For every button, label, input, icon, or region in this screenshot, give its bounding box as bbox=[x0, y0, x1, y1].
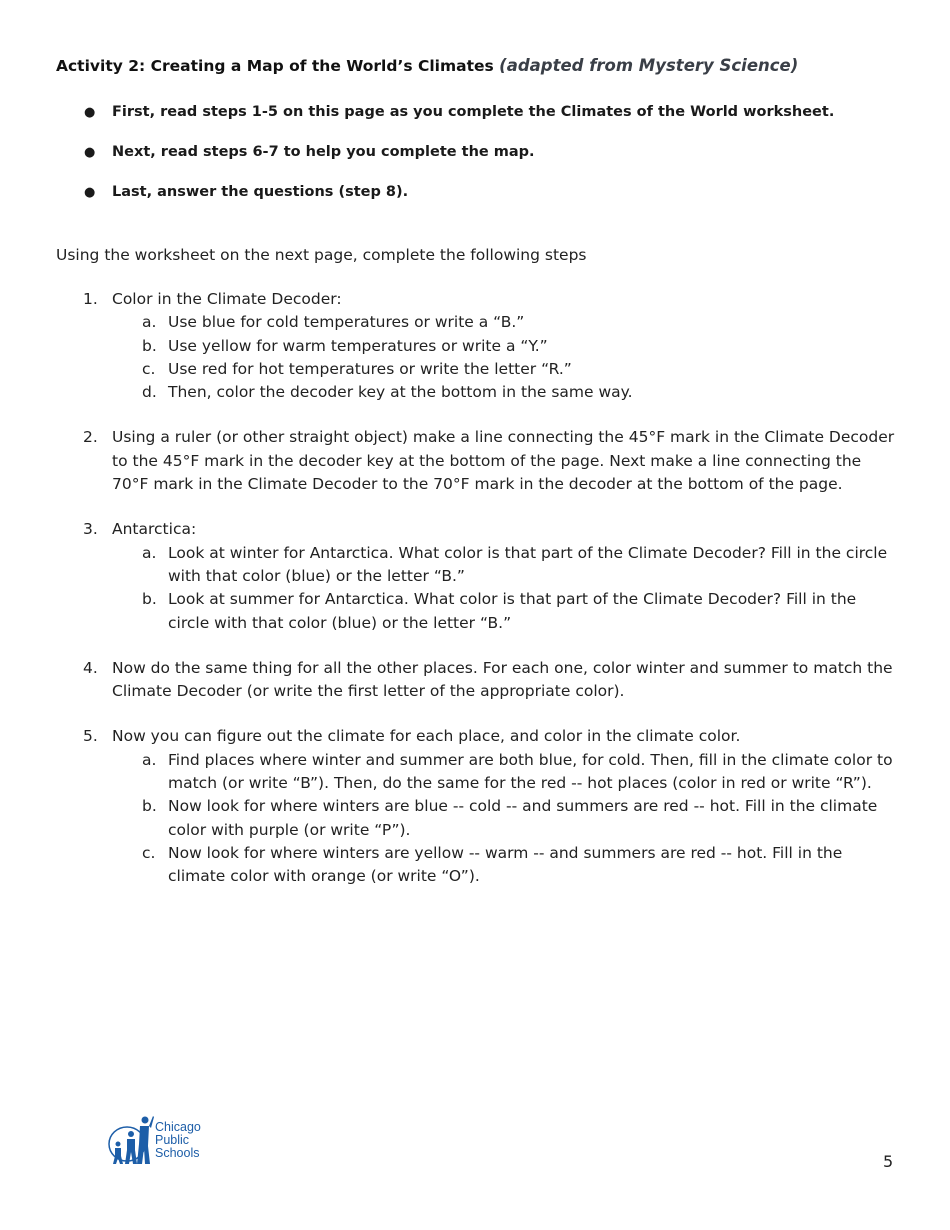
chicago-public-schools-logo bbox=[107, 1112, 227, 1166]
bullet-item: ● Last, answer the questions (step 8). bbox=[84, 184, 409, 200]
steps-list bbox=[56, 288, 901, 911]
step-text: Antarctica: bbox=[112, 520, 197, 539]
sub-step-item: a. Use blue for cold temperatures or write a “B.” bbox=[142, 313, 525, 332]
step-text: Now do the same thing for all the other places. For each one, color winter and summer to match the Climate Decoder (or write the first letter of the appropriate color). bbox=[112, 658, 893, 701]
sub-step-item: b. Look at summer for Antarctica. What color is that part of the Climate Decoder? Fill in the circle with that color (blue) or the letter “B.” bbox=[142, 590, 857, 632]
step-item bbox=[56, 725, 901, 888]
bullet-item: ● Next, read steps 6-7 to help you complete the map. bbox=[84, 144, 535, 160]
bullet-dot-icon: ● bbox=[84, 185, 96, 200]
step-text: Now you can figure out the climate for each place, and color in the climate color. bbox=[112, 727, 741, 746]
intro-text: Using the worksheet on the next page, complete the following steps bbox=[56, 246, 587, 264]
activity-title bbox=[56, 56, 798, 75]
bullet-item: ● First, read steps 1-5 on this page as you complete the Climates of the World worksheet. bbox=[84, 104, 835, 120]
activity-subtitle: (adapted from Mystery Science) bbox=[499, 56, 799, 75]
page-number: 5 bbox=[883, 1152, 894, 1171]
step-text: Using a ruler (or other straight object) make a line connecting the 45°F mark in the Climate Decoder to the 45°F mark in the decoder key at the bottom of the page. Next make a line connecting the 70°F mark in the Climate Decoder to the 70°F mark in the decoder at the bottom of the page. bbox=[112, 428, 895, 494]
step-item bbox=[56, 518, 901, 634]
step-item bbox=[56, 288, 901, 404]
sub-step-item: a. Look at winter for Antarctica. What color is that part of the Climate Decoder? Fill in the circle with that color (blue) or the letter “B.” bbox=[142, 543, 888, 585]
sub-step-item: c. Now look for where winters are yellow -- warm -- and summers are red -- hot. Fill in the climate color with orange (or write “O”). bbox=[142, 843, 843, 886]
sub-steps bbox=[112, 311, 901, 404]
step-number: 1. bbox=[83, 290, 98, 308]
step-item bbox=[56, 657, 901, 704]
sub-steps bbox=[112, 749, 901, 889]
family-figures-icon bbox=[107, 1112, 155, 1166]
sub-step-item: a. Find places where winter and summer are both blue, for cold. Then, fill in the climate color to match (or write “B”). Then, do the same for the red -- hot places (color in red or write “R”). bbox=[142, 750, 893, 793]
activity-title-text: Activity 2: Creating a Map of the World’s Climates bbox=[56, 57, 494, 75]
sub-step-item: b. Now look for where winters are blue -- cold -- and summers are red -- hot. Fill in the climate color with purple (or write “P”). bbox=[142, 797, 878, 839]
logo-text: Chicago Public Schools bbox=[155, 1120, 201, 1160]
step-number: 2. bbox=[83, 428, 98, 447]
step-text: Color in the Climate Decoder: bbox=[112, 290, 342, 308]
sub-step-item: c. Use red for hot temperatures or write the letter “R.” bbox=[142, 359, 572, 378]
step-number: 3. bbox=[83, 520, 98, 539]
step-number: 4. bbox=[83, 658, 98, 677]
step-item bbox=[56, 426, 901, 496]
bullet-dot-icon: ● bbox=[84, 145, 96, 160]
sub-step-item: d. Then, color the decoder key at the bottom in the same way. bbox=[142, 383, 633, 402]
sub-steps bbox=[112, 542, 901, 635]
bullet-dot-icon: ● bbox=[84, 105, 96, 120]
step-number: 5. bbox=[83, 727, 98, 746]
sub-step-item: b. Use yellow for warm temperatures or write a “Y.” bbox=[142, 336, 548, 355]
